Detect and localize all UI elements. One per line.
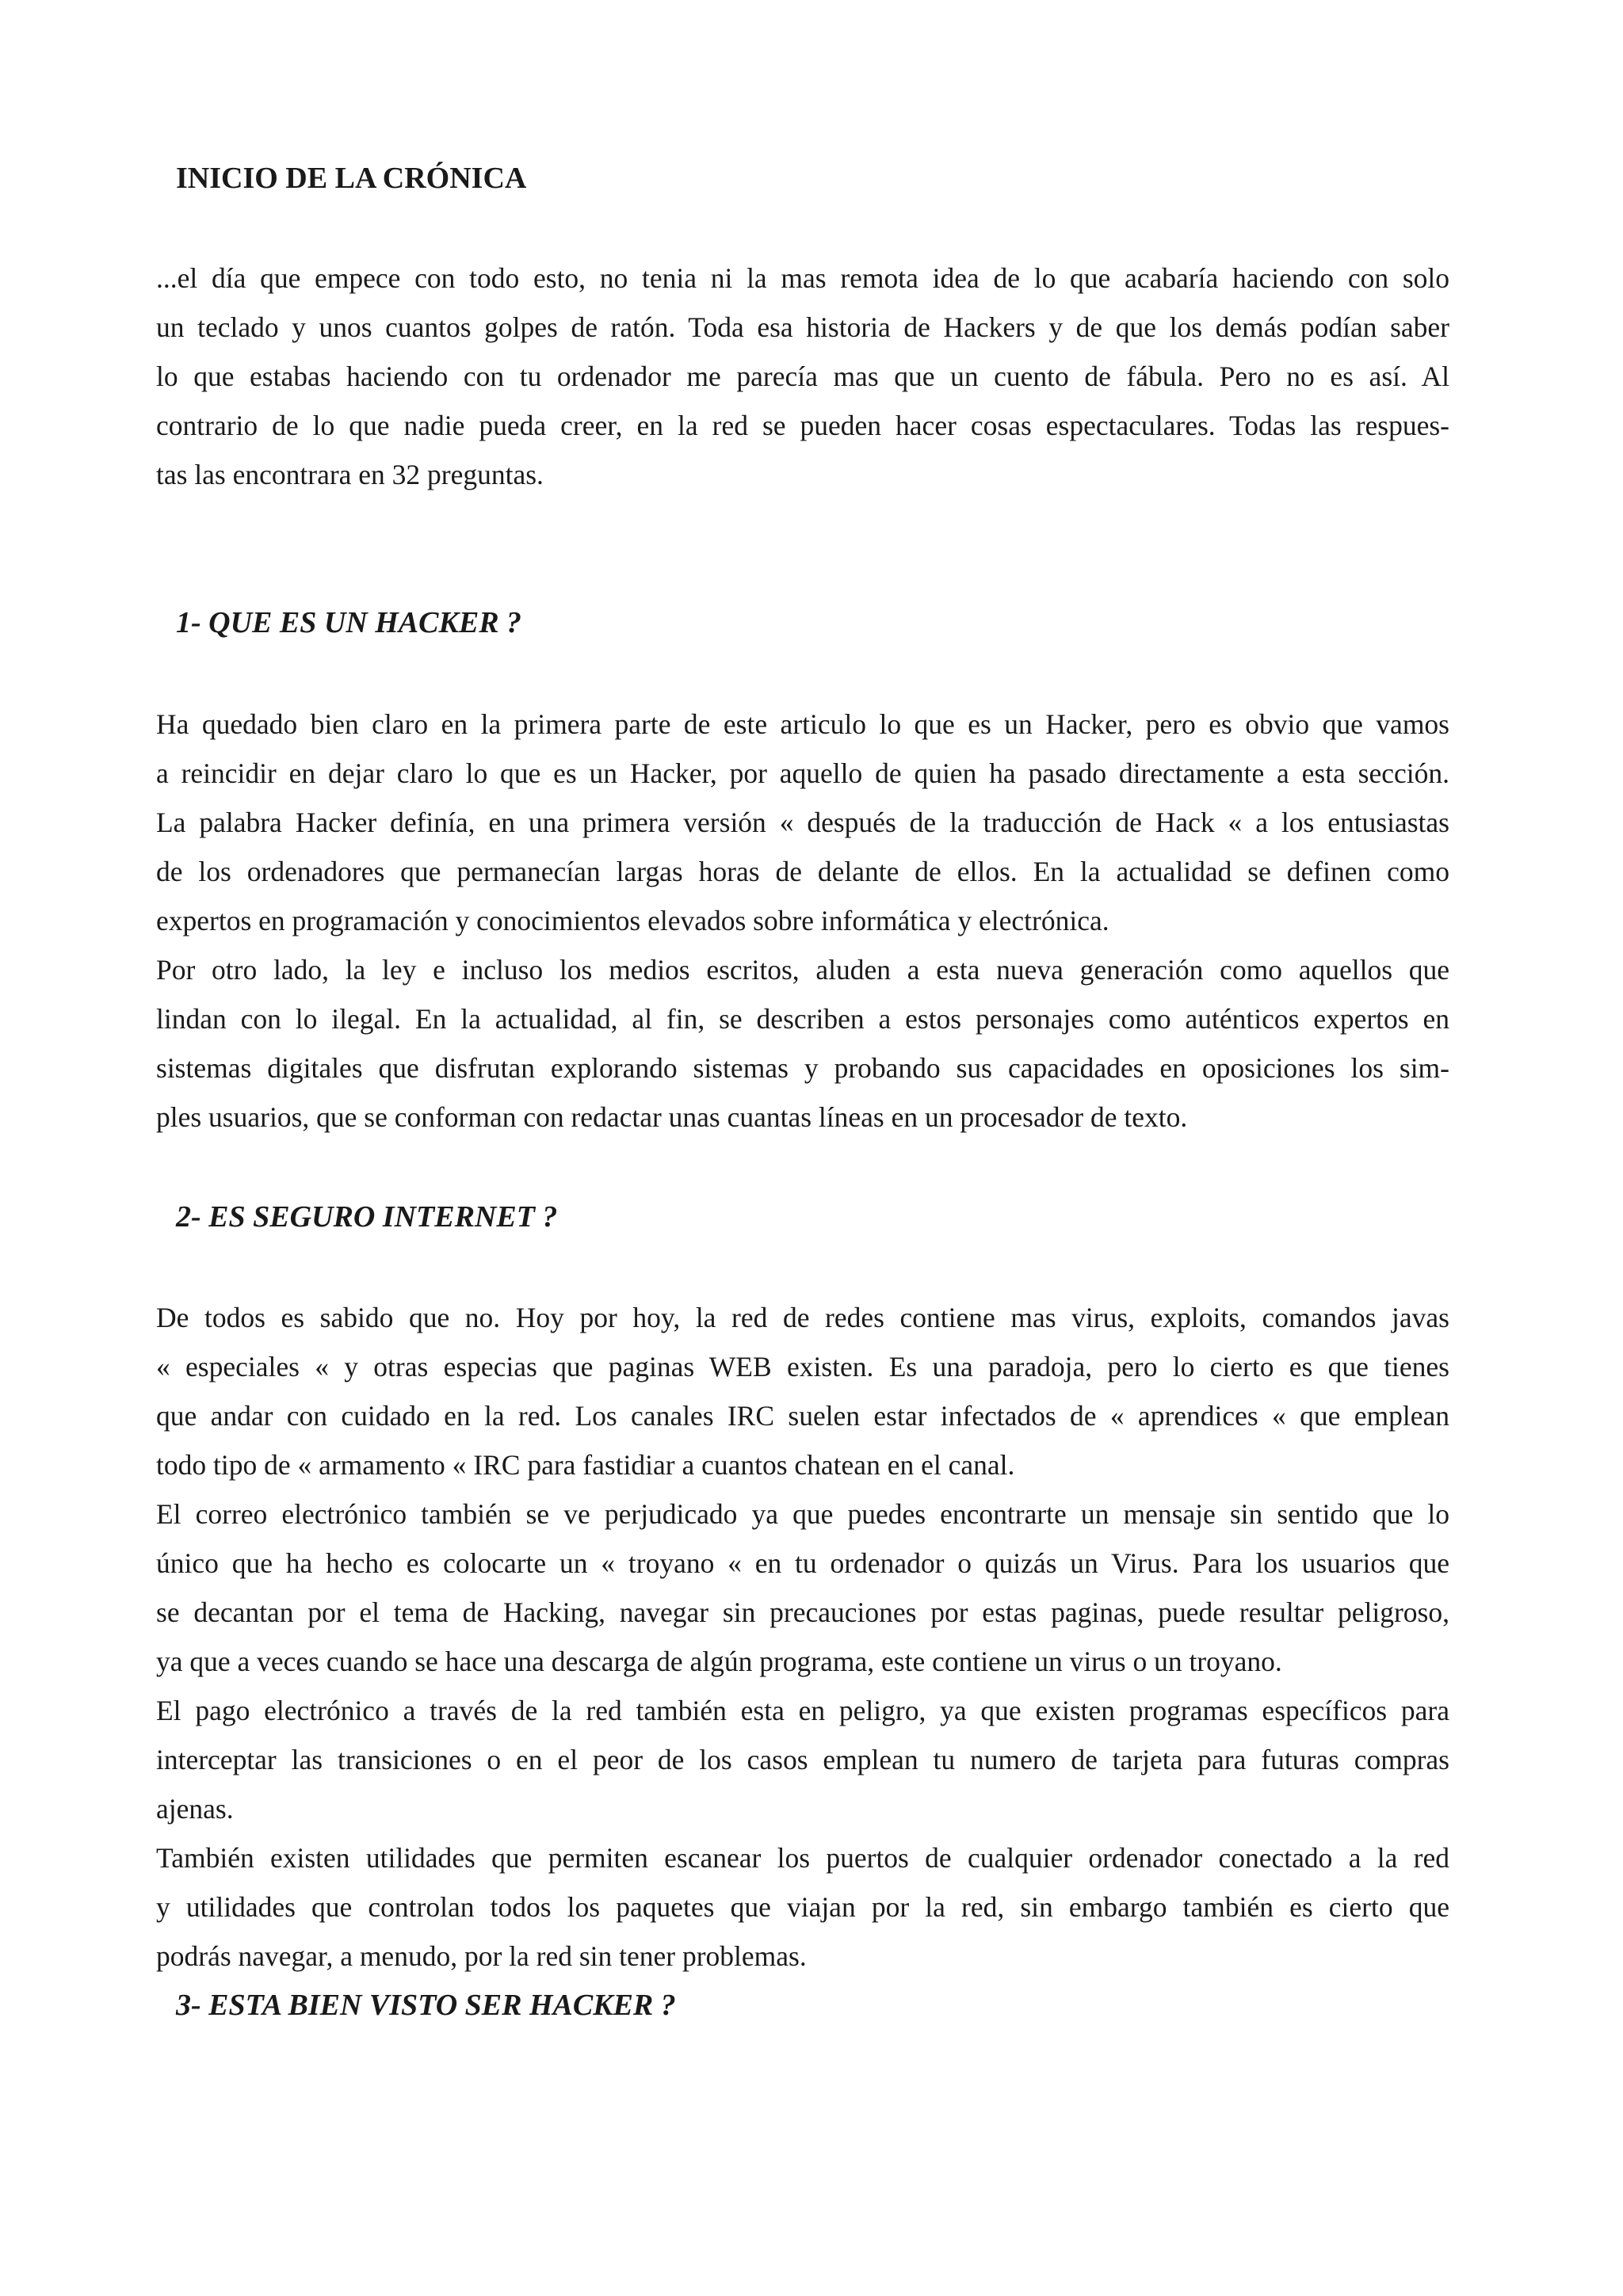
text-line: tas las encontrara en 32 preguntas. xyxy=(156,459,544,490)
text-line: El correo electrónico también se ve perjudicado ya que puedes encontrarte un mensaje sin sentido que lo xyxy=(156,1498,1449,1530)
text-line: todo tipo de « armamento « IRC para fastidiar a cuantos chatean en el canal. xyxy=(156,1449,1015,1481)
question-2-body xyxy=(156,1293,1449,1981)
text-line: podrás navegar, a menudo, por la red sin tener problemas. xyxy=(156,1940,807,1972)
text-line: ya que a veces cuando se hace una descarga de algún programa, este contiene un virus o un troyano. xyxy=(156,1646,1282,1677)
intro-heading: INICIO DE LA CRÓNICA xyxy=(176,162,527,195)
text-line: de los ordenadores que permanecían largas horas de delante de ellos. En la actualidad se definen como xyxy=(156,856,1449,887)
question-2-heading: 2- ES SEGURO INTERNET ? xyxy=(176,1200,558,1234)
text-line: y utilidades que controlan todos los paquetes que viajan por la red, sin embargo también es cierto que xyxy=(156,1891,1449,1923)
intro-paragraph xyxy=(156,254,1449,499)
question-1-heading: 1- QUE ES UN HACKER ? xyxy=(176,606,522,639)
text-line: ajenas. xyxy=(156,1793,234,1825)
text-line: También existen utilidades que permiten escanear los puertos de cualquier ordenador conectado a la red xyxy=(156,1842,1449,1874)
text-line: La palabra Hacker definía, en una primera versión « después de la traducción de Hack « a los entusiastas xyxy=(156,807,1449,838)
text-line: « especiales « y otras especias que paginas WEB existen. Es una paradoja, pero lo cierto es que tienes xyxy=(156,1351,1449,1383)
text-line: Ha quedado bien claro en la primera parte de este articulo lo que es un Hacker, pero es obvio que vamos xyxy=(156,708,1449,740)
text-line: expertos en programación y conocimientos elevados sobre informática y electrónica. xyxy=(156,905,1109,936)
text-line: que andar con cuidado en la red. Los canales IRC suelen estar infectados de « aprendices « que emplean xyxy=(156,1400,1449,1432)
text-line: contrario de lo que nadie pueda creer, en la red se pueden hacer cosas espectaculares. Todas las respues- xyxy=(156,410,1449,441)
text-line: Por otro lado, la ley e incluso los medios escritos, aluden a esta nueva generación como aquellos que xyxy=(156,954,1449,986)
text-line: interceptar las transiciones o en el peor de los casos emplean tu numero de tarjeta para futuras compras xyxy=(156,1744,1449,1775)
text-line: se decantan por el tema de Hacking, navegar sin precauciones por estas paginas, puede resultar peligroso, xyxy=(156,1596,1449,1628)
text-line: ples usuarios, que se conforman con redactar unas cuantas líneas en un procesador de texto. xyxy=(156,1101,1188,1133)
text-line: El pago electrónico a través de la red también esta en peligro, ya que existen programas específicos para xyxy=(156,1695,1449,1726)
text-line: un teclado y unos cuantos golpes de ratón. Toda esa historia de Hackers y de que los demás podían saber xyxy=(156,311,1449,343)
text-line: sistemas digitales que disfrutan explorando sistemas y probando sus capacidades en oposiciones los sim- xyxy=(156,1052,1449,1084)
text-line: a reincidir en dejar claro lo que es un Hacker, por aquello de quien ha pasado directamente a esta sección. xyxy=(156,757,1449,789)
text-line: único que ha hecho es colocarte un « troyano « en tu ordenador o quizás un Virus. Para los usuarios que xyxy=(156,1547,1449,1579)
question-3-heading: 3- ESTA BIEN VISTO SER HACKER ? xyxy=(176,1989,676,2022)
text-line: lo que estabas haciendo con tu ordenador me parecía mas que un cuento de fábula. Pero no es así. Al xyxy=(156,360,1449,392)
question-1-body xyxy=(156,700,1449,1142)
text-line: De todos es sabido que no. Hoy por hoy, la red de redes contiene mas virus, exploits, comandos javas xyxy=(156,1302,1449,1333)
text-line: ...el día que empece con todo esto, no tenia ni la mas remota idea de lo que acabaría haciendo con solo xyxy=(156,262,1449,294)
text-line: lindan con lo ilegal. En la actualidad, al fin, se describen a estos personajes como auténticos expertos en xyxy=(156,1003,1449,1035)
